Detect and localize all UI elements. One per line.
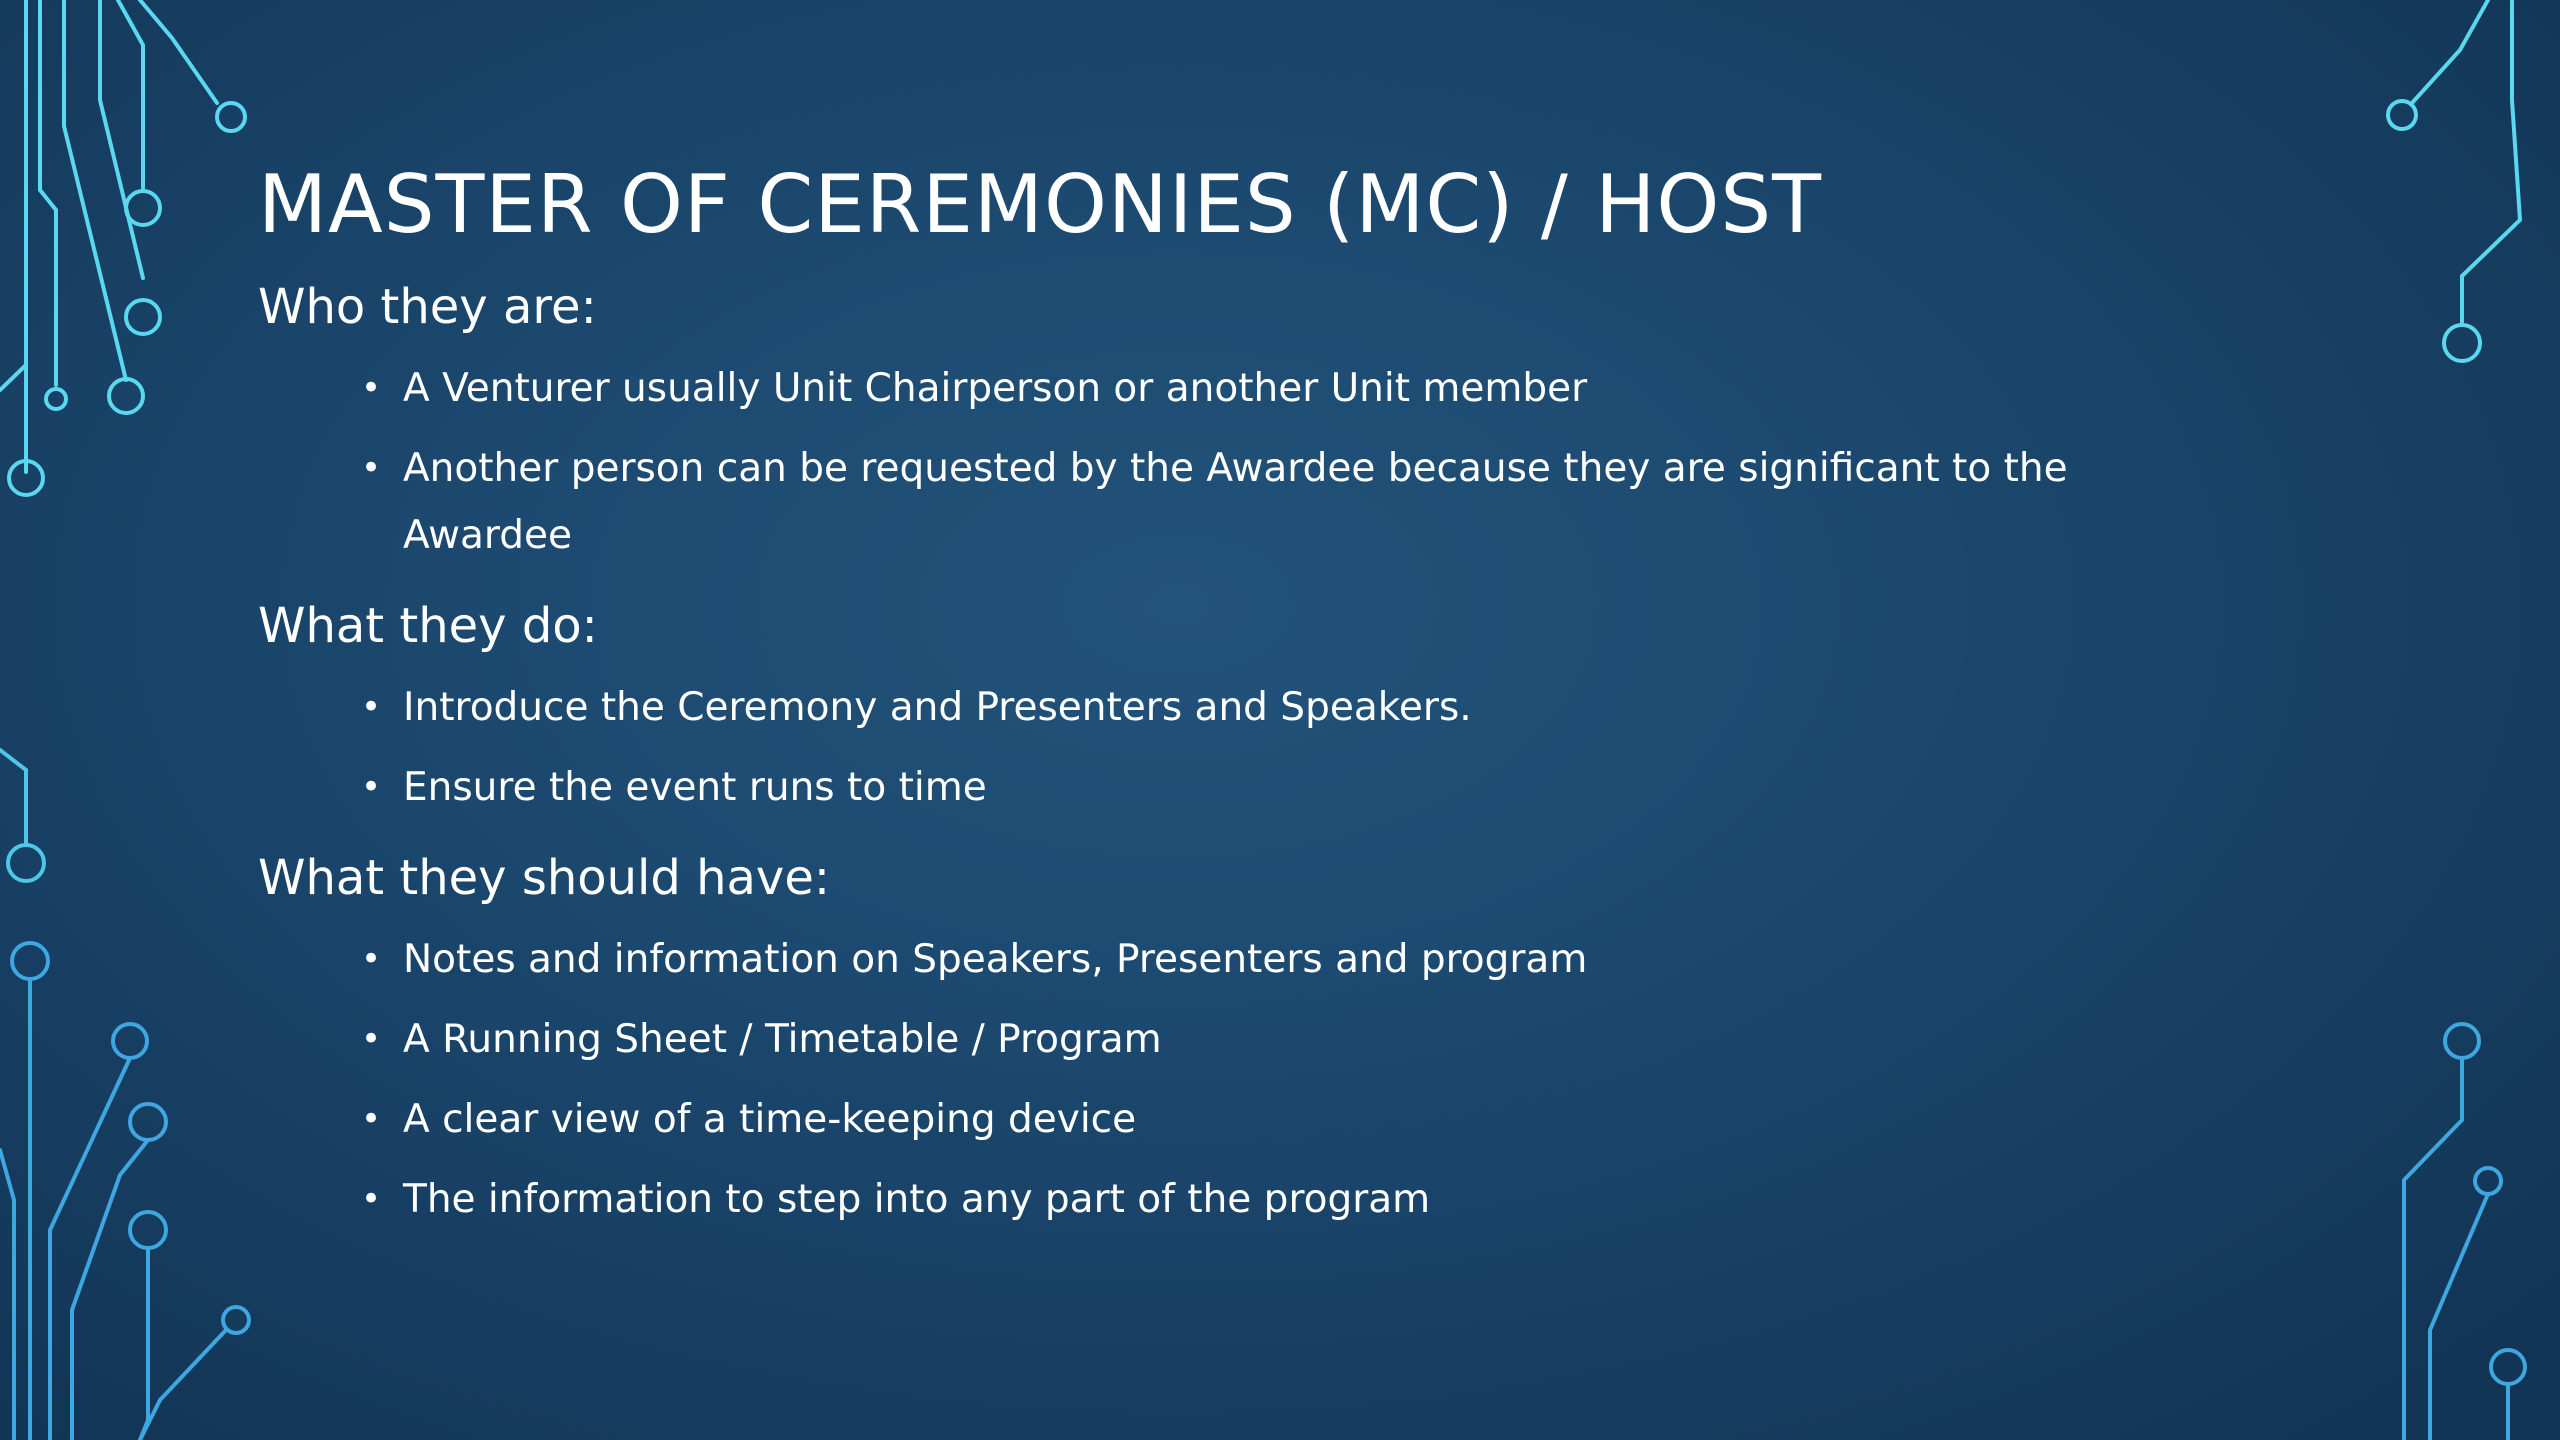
bullet-dot-icon: • xyxy=(361,368,382,408)
slide-title: MASTER OF CEREMONIES (MC) / HOST xyxy=(258,158,1822,251)
bullet-item xyxy=(361,428,2143,575)
bullet-text: Another person can be requested by the Awardee because they are significant to the Awardee xyxy=(403,446,2068,558)
bullet-item xyxy=(361,348,2143,428)
bullet-text: A Running Sheet / Timetable / Program xyxy=(403,1017,1162,1062)
bullet-list xyxy=(258,667,2158,827)
bullet-text: A clear view of a time-keeping device xyxy=(403,1097,1137,1142)
section-heading: What they do: xyxy=(258,598,598,654)
bullet-dot-icon: • xyxy=(361,1179,382,1219)
bullet-item xyxy=(361,1159,2143,1239)
section-heading: Who they are: xyxy=(258,279,597,335)
section-what-they-do xyxy=(258,591,2158,827)
bullet-list xyxy=(258,348,2158,575)
bullet-dot-icon: • xyxy=(361,687,382,727)
bullet-dot-icon: • xyxy=(361,767,382,807)
bullet-text: Notes and information on Speakers, Presenters and program xyxy=(403,937,1588,982)
bullet-dot-icon: • xyxy=(361,1099,382,1139)
bullet-item xyxy=(361,919,2143,999)
bullet-text: Ensure the event runs to time xyxy=(403,765,987,810)
bullet-dot-icon: • xyxy=(361,448,382,488)
bullet-dot-icon: • xyxy=(361,1019,382,1059)
section-heading: What they should have: xyxy=(258,850,831,906)
bullet-text: A Venturer usually Unit Chairperson or another Unit member xyxy=(403,366,1588,411)
bullet-item xyxy=(361,999,2143,1079)
bullet-item xyxy=(361,747,2143,827)
bullet-item xyxy=(361,667,2143,747)
slide-content xyxy=(258,272,2158,1255)
section-what-they-should-have xyxy=(258,843,2158,1239)
section-who-they-are xyxy=(258,272,2158,575)
bullet-list xyxy=(258,919,2158,1239)
bullet-text: Introduce the Ceremony and Presenters and Speakers. xyxy=(403,685,1472,730)
bullet-item xyxy=(361,1079,2143,1159)
bullet-dot-icon: • xyxy=(361,939,382,979)
bullet-text: The information to step into any part of the program xyxy=(403,1177,1431,1222)
